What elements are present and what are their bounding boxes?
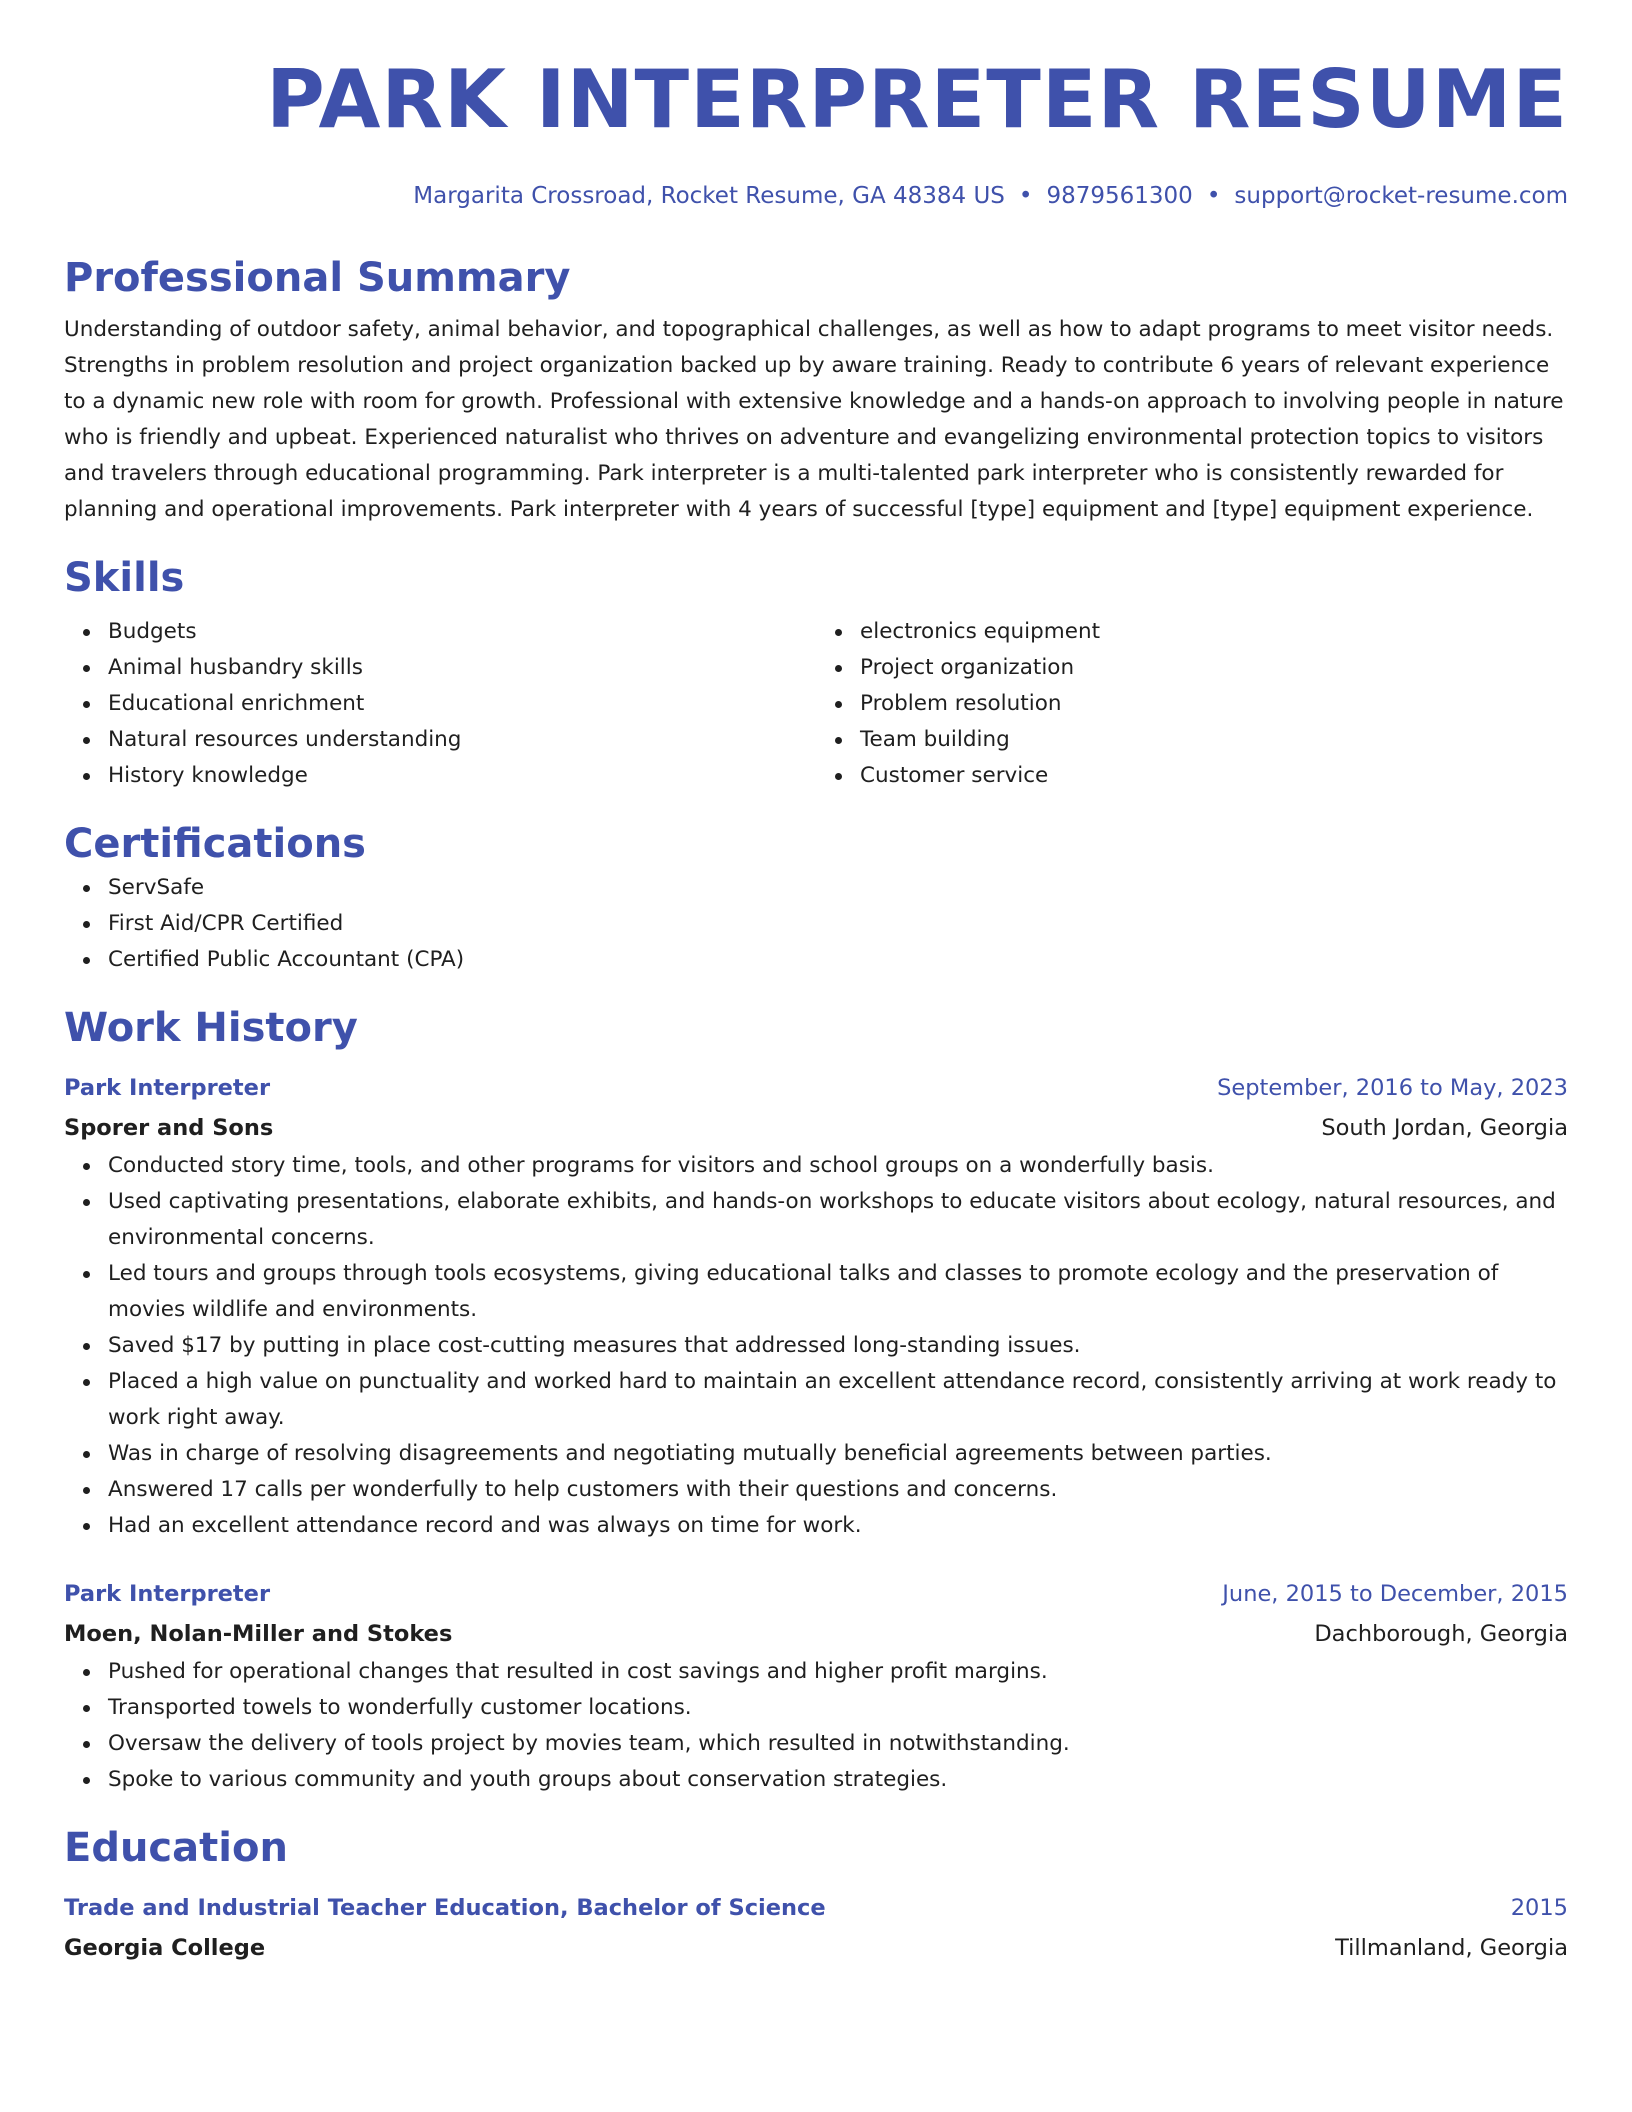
- work-history-heading: Work History: [64, 1005, 358, 1051]
- job-entry: [64, 1068, 1568, 1544]
- skill-item: Team building: [860, 722, 1568, 758]
- job-bullet: Led tours and groups through tools ecosystems, giving educational talks and classes to promote ecology and the preservation of movies wildlife and environments.: [108, 1256, 1568, 1328]
- contact-phone: 9879561300: [1046, 183, 1193, 209]
- job-entry: [64, 1574, 1568, 1798]
- skill-item: Project organization: [860, 650, 1568, 686]
- job-bullet: Answered 17 calls per wonderfully to help customers with their questions and concerns.: [108, 1472, 1568, 1508]
- education-school: Georgia College: [64, 1935, 266, 1961]
- education-school-row: [64, 1928, 1568, 1968]
- contact-address: Margarita Crossroad, Rocket Resume, GA 48384 US: [413, 183, 1005, 209]
- skill-item: electronics equipment: [860, 614, 1568, 650]
- job-bullet: Transported towels to wonderfully customer locations.: [108, 1690, 1568, 1726]
- certifications-heading: Certifications: [64, 821, 366, 867]
- job-title-row: [64, 1068, 1568, 1108]
- skill-item: History knowledge: [108, 758, 816, 794]
- job-title: Park Interpreter: [64, 1075, 271, 1101]
- skills-columns: [64, 614, 1568, 794]
- job-bullet: Oversaw the delivery of tools project by movies team, which resulted in notwithstanding.: [108, 1726, 1568, 1762]
- skills-heading: Skills: [64, 555, 185, 601]
- job-location: Dachborough, Georgia: [1314, 1621, 1568, 1647]
- contact-line: [64, 180, 1568, 212]
- job-company: Sporer and Sons: [64, 1115, 274, 1141]
- job-dates: June, 2015 to December, 2015: [1222, 1581, 1568, 1607]
- certifications-list: [64, 870, 1568, 978]
- contact-separator: •: [1018, 183, 1033, 209]
- summary-heading: Professional Summary: [64, 255, 571, 301]
- job-bullet: Was in charge of resolving disagreements and negotiating mutually beneficial agreements between parties.: [108, 1436, 1568, 1472]
- education-degree: Trade and Industrial Teacher Education, Bachelor of Science: [64, 1895, 826, 1921]
- contact-email: support@rocket-resume.com: [1234, 183, 1568, 209]
- skills-list-right: [816, 614, 1568, 794]
- job-company-row: [64, 1108, 1568, 1148]
- job-company: Moen, Nolan-Miller and Stokes: [64, 1621, 453, 1647]
- education-heading: Education: [64, 1825, 288, 1871]
- job-company-row: [64, 1614, 1568, 1654]
- skill-item: Customer service: [860, 758, 1568, 794]
- skill-item: Problem resolution: [860, 686, 1568, 722]
- skills-list-left: [64, 614, 816, 794]
- job-title: Park Interpreter: [64, 1581, 271, 1607]
- job-bullet: Conducted story time, tools, and other programs for visitors and school groups on a wonderfully basis.: [108, 1148, 1568, 1184]
- job-bullet: Pushed for operational changes that resulted in cost savings and higher profit margins.: [108, 1654, 1568, 1690]
- education-entry: [64, 1888, 1568, 1968]
- education-year: 2015: [1510, 1895, 1568, 1921]
- education-degree-row: [64, 1888, 1568, 1928]
- job-location: South Jordan, Georgia: [1321, 1115, 1568, 1141]
- skill-item: Natural resources understanding: [108, 722, 816, 758]
- skill-item: Budgets: [108, 614, 816, 650]
- job-bullets: [64, 1654, 1568, 1798]
- education-location: Tillmanland, Georgia: [1335, 1935, 1568, 1961]
- resume-title: PARK INTERPRETER RESUME: [266, 53, 1568, 146]
- job-bullet: Used captivating presentations, elaborate exhibits, and hands-on workshops to educate visitors about ecology, natural resources, and environmental concerns.: [108, 1184, 1568, 1256]
- job-bullet: Had an excellent attendance record and was always on time for work.: [108, 1508, 1568, 1544]
- job-dates: September, 2016 to May, 2023: [1217, 1075, 1568, 1101]
- job-bullet: Saved $17 by putting in place cost-cutting measures that addressed long-standing issues.: [108, 1328, 1568, 1364]
- certification-item: First Aid/CPR Certified: [108, 906, 1568, 942]
- certification-item: ServSafe: [108, 870, 1568, 906]
- job-title-row: [64, 1574, 1568, 1614]
- job-bullets: [64, 1148, 1568, 1544]
- job-bullet: Spoke to various community and youth groups about conservation strategies.: [108, 1762, 1568, 1798]
- certification-item: Certified Public Accountant (CPA): [108, 942, 1568, 978]
- contact-separator: •: [1206, 183, 1221, 209]
- skill-item: Animal husbandry skills: [108, 650, 816, 686]
- job-bullet: Placed a high value on punctuality and worked hard to maintain an excellent attendance record, consistently arriving at work ready to work right away.: [108, 1364, 1568, 1436]
- skill-item: Educational enrichment: [108, 686, 816, 722]
- summary-text: Understanding of outdoor safety, animal behavior, and topographical challenges, as well as how to adapt programs to meet visitor needs. Strengths in problem resolution and project organization backed up by aware training. Ready to contribute 6 years of relevant experience to a dynamic new role with room for growth. Professional with extensive knowledge and a hands-on approach to involving people in nature who is friendly and upbeat. Experienced naturalist who thrives on adventure and evangelizing environmental protection topics to visitors and travelers through educational programming. Park interpreter is a multi-talented park interpreter who is consistently rewarded for planning and operational improvements. Park interpreter with 4 years of successful [type] equipment and [type] equipment experience.: [64, 317, 1564, 522]
